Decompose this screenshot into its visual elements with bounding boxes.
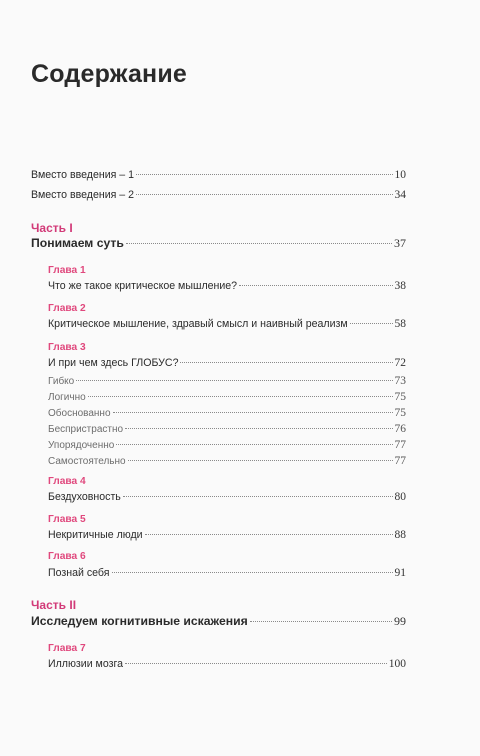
toc-subsection-title: Самостоятельно xyxy=(48,456,126,467)
leader-dots xyxy=(112,571,393,573)
toc-page-number: 58 xyxy=(394,318,406,330)
toc-page-number: 76 xyxy=(394,423,406,435)
toc-entry-title: Что же такое критическое мышление? xyxy=(48,280,238,292)
toc-entry-title: Критическое мышление, здравый смысл и наивный реализм xyxy=(48,318,348,330)
chapter-4-label: Глава 4 xyxy=(48,476,86,487)
toc-chapter-1[interactable] xyxy=(48,279,406,293)
leader-dots xyxy=(76,379,392,381)
toc-page-number: 73 xyxy=(394,375,406,387)
toc-subsection-title: Беспристрастно xyxy=(48,424,124,435)
toc-page-number: 77 xyxy=(394,455,406,467)
toc-page-number: 100 xyxy=(388,658,406,670)
toc-page-number: 88 xyxy=(394,529,406,541)
toc-entry-title: Бездуховность xyxy=(48,491,121,503)
chapter-6-label: Глава 6 xyxy=(48,551,86,562)
leader-dots xyxy=(88,395,393,397)
chapter-1-label: Глава 1 xyxy=(48,265,86,276)
toc-page-number: 38 xyxy=(394,280,406,292)
toc-entry-title: Вместо введения – 2 xyxy=(31,189,135,201)
leader-dots xyxy=(136,193,392,195)
toc-subsection[interactable] xyxy=(48,406,406,421)
leader-dots xyxy=(250,620,392,622)
leader-dots xyxy=(126,242,392,244)
toc-page-number: 37 xyxy=(394,236,406,250)
toc-chapter-2[interactable] xyxy=(48,317,406,331)
toc-page-number: 75 xyxy=(394,391,406,403)
leader-dots xyxy=(125,427,392,429)
leader-dots xyxy=(145,533,393,535)
leader-dots xyxy=(116,443,392,445)
part-2-label: Часть II xyxy=(31,598,77,612)
toc-subsection-title: Упорядоченно xyxy=(48,440,115,451)
toc-page-number: 72 xyxy=(394,357,406,369)
toc-entry-title: И при чем здесь ГЛОБУС? xyxy=(48,357,179,369)
toc-part-title: Исследуем когнитивные искажения xyxy=(31,614,248,628)
chapter-5-label: Глава 5 xyxy=(48,514,86,525)
toc-page-number: 34 xyxy=(394,189,406,201)
toc-entry-title: Иллюзии мозга xyxy=(48,658,123,670)
toc-subsection-title: Обоснованно xyxy=(48,408,111,419)
part-1-label: Часть I xyxy=(31,221,73,235)
leader-dots xyxy=(180,361,392,363)
toc-chapter-6[interactable] xyxy=(48,566,406,580)
leader-dots xyxy=(350,322,393,324)
chapter-2-label: Глава 2 xyxy=(48,303,86,314)
leader-dots xyxy=(239,284,392,286)
leader-dots xyxy=(125,662,387,664)
toc-chapter-7[interactable] xyxy=(48,657,406,671)
toc-page-number: 10 xyxy=(394,169,406,181)
leader-dots xyxy=(136,173,392,175)
toc-entry-intro-1[interactable] xyxy=(31,168,406,182)
toc-entry-intro-2[interactable] xyxy=(31,188,406,202)
toc-page-number: 75 xyxy=(394,407,406,419)
chapter-3-label: Глава 3 xyxy=(48,342,86,353)
toc-page-number: 91 xyxy=(394,567,406,579)
toc-subsection[interactable] xyxy=(48,422,406,437)
toc-chapter-5[interactable] xyxy=(48,528,406,542)
toc-chapter-3[interactable] xyxy=(48,356,406,370)
toc-subsection-title: Гибко xyxy=(48,376,75,387)
toc-page-number: 99 xyxy=(394,614,406,628)
page-title: Содержание xyxy=(31,60,188,88)
toc-subsection[interactable] xyxy=(48,390,406,405)
toc-subsection[interactable] xyxy=(48,438,406,453)
toc-page-number: 77 xyxy=(394,439,406,451)
toc-subsection-title: Логично xyxy=(48,392,86,403)
leader-dots xyxy=(123,495,393,497)
chapter-7-label: Глава 7 xyxy=(48,643,86,654)
leader-dots xyxy=(113,411,393,413)
toc-entry-title: Некритичные люди xyxy=(48,529,143,541)
toc-subsection[interactable] xyxy=(48,454,406,469)
leader-dots xyxy=(128,459,393,461)
toc-subsection[interactable] xyxy=(48,374,406,389)
toc-part-1[interactable] xyxy=(31,236,406,250)
toc-page-number: 80 xyxy=(394,491,406,503)
toc-entry-title: Вместо введения – 1 xyxy=(31,169,135,181)
toc-part-title: Понимаем суть xyxy=(31,236,124,250)
toc-chapter-4[interactable] xyxy=(48,490,406,504)
toc-entry-title: Познай себя xyxy=(48,567,110,579)
toc-part-2[interactable] xyxy=(31,614,406,628)
